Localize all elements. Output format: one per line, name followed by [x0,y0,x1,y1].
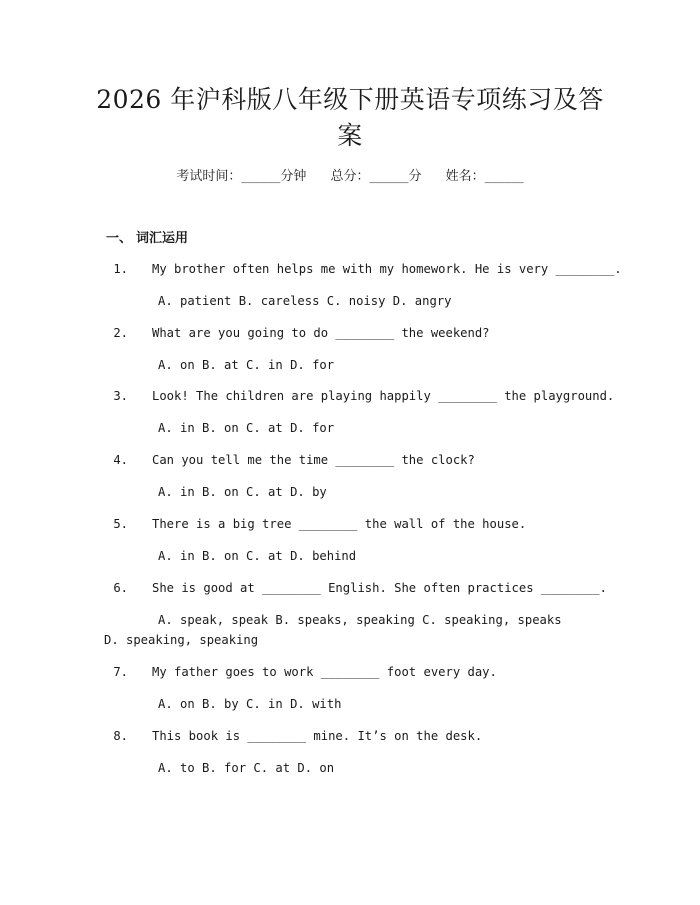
question-text: My father goes to work ________ foot every day. [152,665,497,679]
question-text: Look! The children are playing happily ________ the playground. [152,389,615,403]
question-options: A. in B. on C. at D. for [158,421,335,435]
question-item [104,662,598,682]
question-number: 3. [113,389,128,403]
title-line-2: 案 [337,121,363,150]
question-item [104,514,598,534]
document-title [90,82,610,154]
question-options: A. on B. by C. in D. with [158,697,342,711]
question-text: She is good at ________ English. She often practices ________. [152,581,607,595]
section-number: 一、 [106,231,133,246]
question-item [104,323,598,343]
question-options: A. patient B. careless C. noisy D. angry [158,294,452,308]
section-title: 词汇运用 [136,231,189,246]
total-score-field: 总分：______分 [330,169,422,184]
question-number: 2. [113,326,128,340]
question-options: A. speak, speak B. speaks, speaking C. speaking, speaks D. speaking, speaking [104,613,562,647]
question-options: A. in B. on C. at D. by [158,485,327,499]
question-text: My brother often helps me with my homework. He is very ________. [152,262,622,276]
question-item [104,726,598,746]
question-options: A. to B. for C. at D. on [158,761,335,775]
question-item [104,386,615,406]
exam-time-field: 考试时间：______分钟 [176,169,307,184]
question-number: 8. [113,729,128,743]
title-line-1: 2026 年沪科版八年级下册英语专项练习及答 [96,85,604,114]
section-heading [106,230,188,248]
question-text: Can you tell me the time ________ the clock? [152,453,475,467]
question-text: What are you going to do ________ the weekend? [152,326,490,340]
name-field: 姓名：______ [445,169,524,184]
question-number: 6. [113,581,128,595]
question-number: 4. [113,453,128,467]
question-number: 7. [113,665,128,679]
question-item [104,259,622,279]
exam-meta [0,168,700,186]
question-text: This book is ________ mine. It’s on the desk. [152,729,483,743]
question-item [104,578,607,598]
question-options: A. in B. on C. at D. behind [158,549,357,563]
question-text: There is a big tree ________ the wall of the house. [152,517,527,531]
question-options: A. on B. at C. in D. for [158,358,335,372]
question-item [104,450,598,470]
question-number: 5. [113,517,128,531]
question-number: 1. [113,262,128,276]
